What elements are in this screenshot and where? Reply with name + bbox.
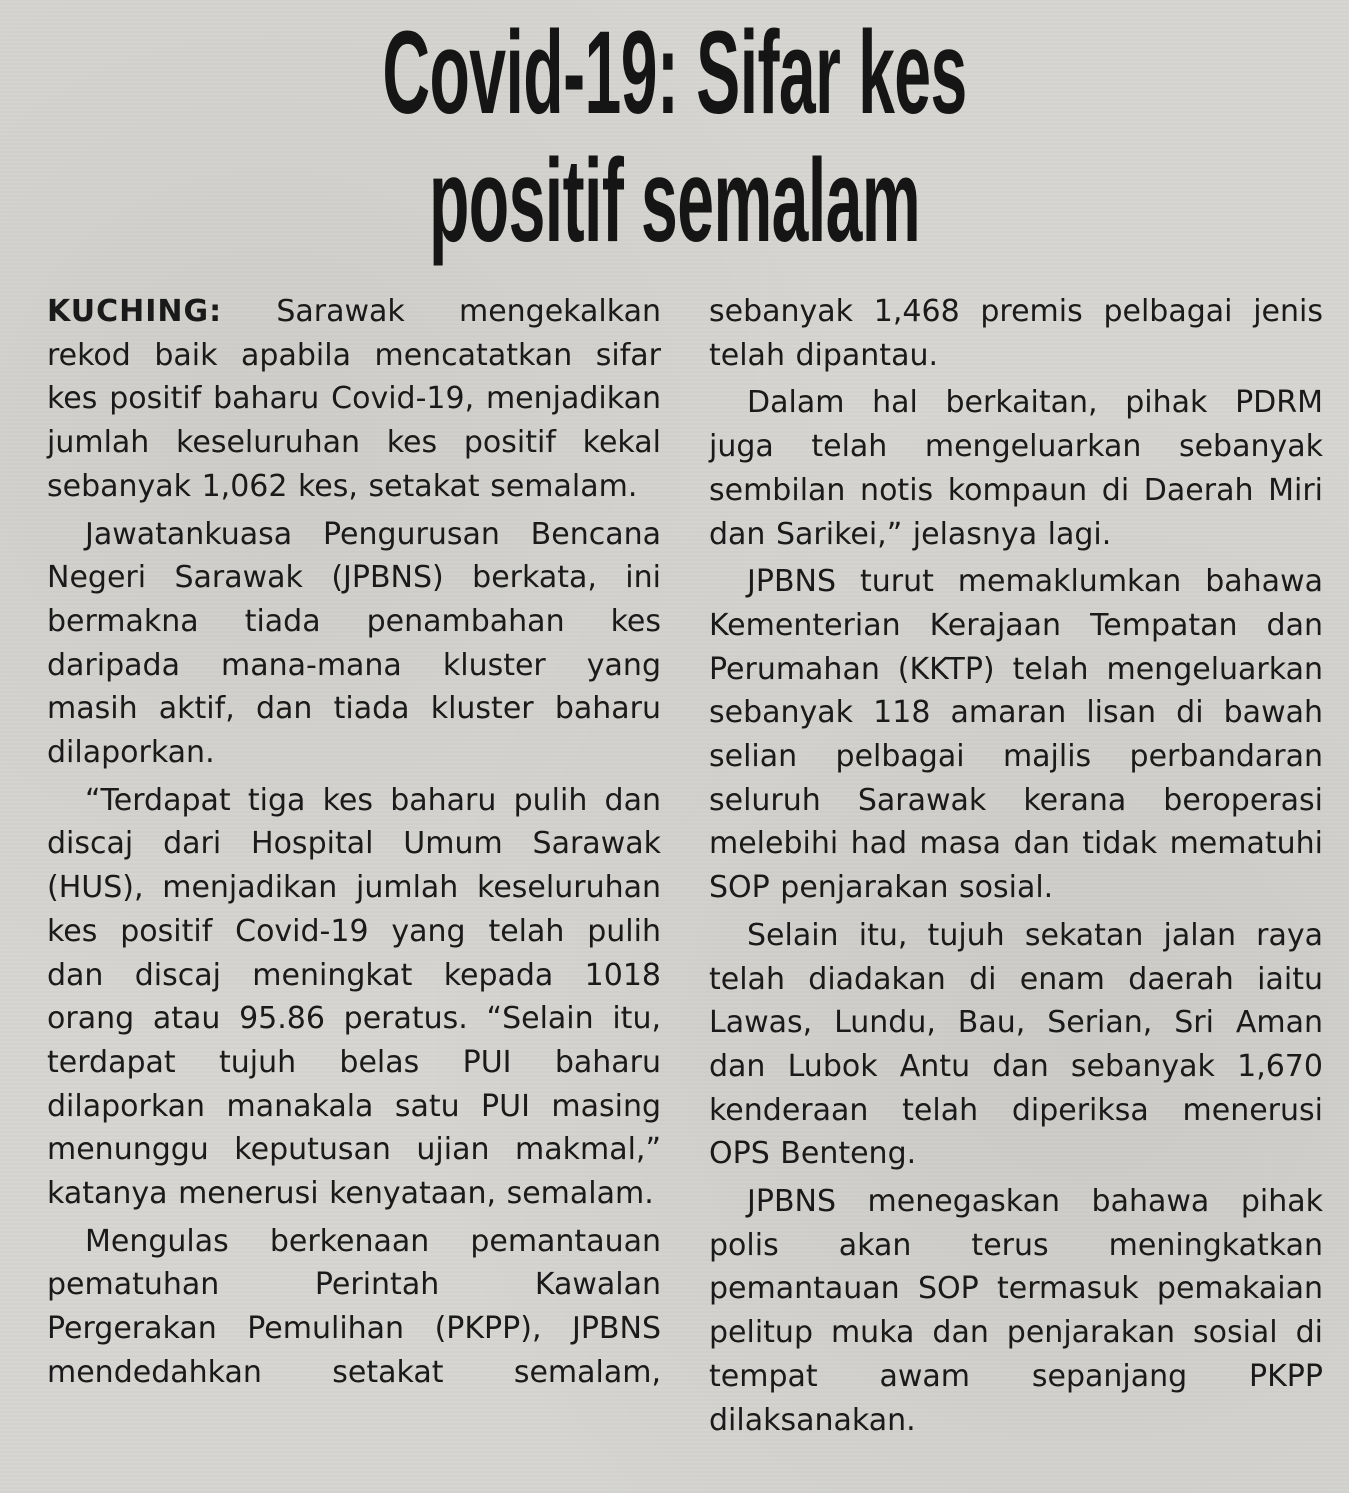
article-paragraph: “Terdapat tiga kes baharu pulih dan discaj dari Hospital Umum Sarawak (HUS), menjadikan jumlah keseluruhan kes positif Covid-19 yang telah pulih dan discaj meningkat kepada 1018 orang atau 95.86 peratus. “Selain itu, terdapat tujuh belas PUI baharu dilaporkan manakala satu PUI masing menunggu keputusan ujian makmal,” katanya menerusi kenyataan, semalam. <box>47 782 661 1212</box>
article-paragraph: JPBNS turut memaklumkan bahawa Kementerian Kerajaan Tempatan dan Perumahan (KKTP) telah mengeluarkan sebanyak 118 amaran lisan di bawah selian pelbagai majlis perbandaran seluruh Sarawak kerana beroperasi melebihi had masa dan tidak mematuhi SOP penjarakan sosial. <box>709 564 1323 906</box>
article-column-left <box>47 290 661 1399</box>
paragraph-text: Sarawak mengekalkan rekod baik apabila mencatatkan sifar kes positif baharu Covid-19, menjadikan jumlah keseluruhan kes positif kekal sebanyak 1,062 kes, setakat semalam. <box>47 294 661 504</box>
dateline: KUCHING: <box>47 294 223 329</box>
article-column-right <box>709 290 1323 1446</box>
article-paragraph: Dalam hal berkaitan, pihak PDRM juga telah mengeluarkan sebanyak sembilan notis kompaun di Daerah Miri dan Sarikei,” jelasnya lagi. <box>709 385 1323 552</box>
headline-line-1: Covid-19: Sifar kes <box>382 7 967 139</box>
article-paragraph: sebanyak 1,468 premis pelbagai jenis telah dipantau. <box>709 294 1323 373</box>
article-paragraph: Selain itu, tujuh sekatan jalan raya telah diadakan di enam daerah iaitu Lawas, Lundu, Bau, Serian, Sri Aman dan Lubok Antu dan sebanyak 1,670 kenderaan telah diperiksa menerusi OPS Benteng. <box>709 917 1323 1172</box>
article-paragraph: Mengulas berkenaan pemantauan pematuhan Perintah Kawalan Pergerakan Pemulihan (PKPP), JPBNS mendedahkan setakat semalam, <box>47 1223 661 1390</box>
article-paragraph <box>47 290 661 509</box>
article-paragraph: JPBNS menegaskan bahawa pihak polis akan terus meningkatkan pemantauan SOP termasuk pemakaian pelitup muka dan penjarakan sosial di tempat awam sepanjang PKPP dilaksanakan. <box>709 1184 1323 1438</box>
article-paragraph: Jawatankuasa Pengurusan Bencana Negeri Sarawak (JPBNS) berkata, ini bermakna tiada penambahan kes daripada mana-mana kluster yang masih aktif, dan tiada kluster baharu dilaporkan. <box>47 516 661 771</box>
headline-line-2: positif semalam <box>428 135 921 267</box>
